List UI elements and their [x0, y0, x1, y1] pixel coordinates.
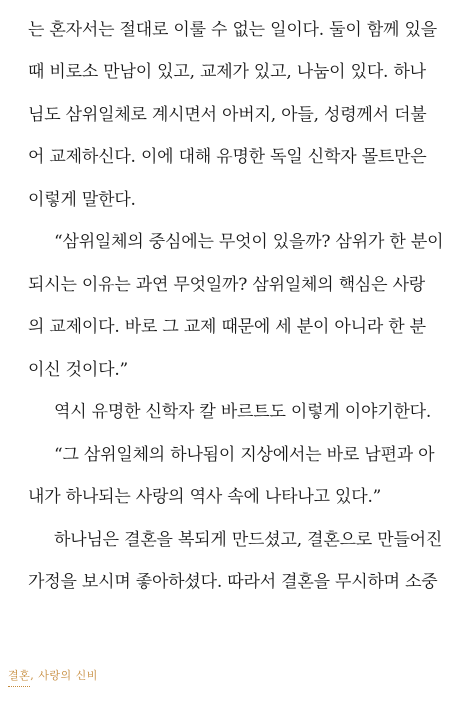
footer-divider: [8, 686, 30, 687]
text-line: 때 비로소 만남이 있고, 교제가 있고, 나눔이 있다. 하나: [28, 62, 426, 82]
text-line: 의 교제이다. 바로 그 교제 때문에 세 분이 아니라 한 분: [28, 317, 426, 337]
text-line: 가정을 보시며 좋아하셨다. 따라서 결혼을 무시하며 소중: [28, 572, 438, 592]
text-line: 이렇게 말한다.: [28, 190, 136, 210]
text-line: 역시 유명한 신학자 칼 바르트도 이렇게 이야기한다.: [54, 402, 432, 422]
text-line: “삼위일체의 중심에는 무엇이 있을까? 삼위가 한 분이: [54, 232, 444, 252]
text-line: 어 교제하신다. 이에 대해 유명한 독일 신학자 몰트만은: [28, 147, 427, 167]
text-line: 내가 하나되는 사랑의 역사 속에 나타나고 있다.”: [28, 487, 382, 507]
text-line: 이신 것이다.”: [28, 360, 129, 380]
running-title: 결혼, 사랑의 신비: [8, 669, 98, 682]
text-line: “그 삼위일체의 하나됨이 지상에서는 바로 남편과 아: [54, 445, 435, 465]
text-line: 하나님은 결혼을 복되게 만드셨고, 결혼으로 만들어진: [54, 530, 443, 550]
text-line: 는 혼자서는 절대로 이룰 수 없는 일이다. 둘이 함께 있을: [28, 20, 437, 40]
text-line: 님도 삼위일체로 계시면서 아버지, 아들, 성령께서 더불: [28, 105, 427, 125]
text-line: 되시는 이유는 과연 무엇일까? 삼위일체의 핵심은 사랑: [28, 275, 426, 295]
